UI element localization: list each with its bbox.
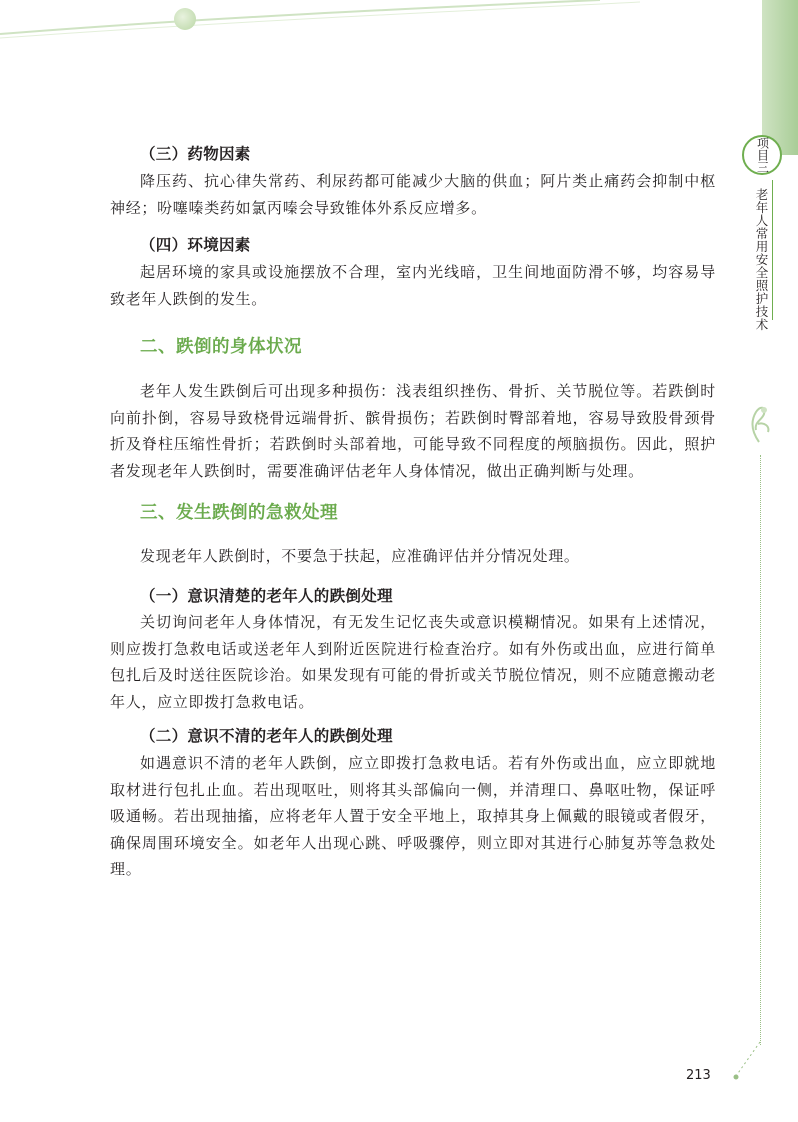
top-decorative-line [0,0,798,40]
side-tab-rule [772,180,773,320]
paragraph-drug-factors: 降压药、抗心律失常药、利尿药都可能减少大脑的供血；阿片类止痛药会抑制中枢神经；吩噻嗪类药如氯丙嗪会导致锥体外系反应增多。 [110,172,716,217]
corner-dotted-line [732,1040,762,1080]
chapter-heading-body-condition: 二、跌倒的身体状况 [140,337,302,357]
side-tab-band [762,0,798,155]
chapter-heading-first-aid: 三、发生跌倒的急救处理 [140,503,338,523]
top-decorative-dot [174,8,196,30]
paragraph-first-aid-intro: 发现老年人跌倒时，不要急于扶起，应准确评估并分情况处理。 [140,547,580,565]
section-heading-unconscious: （二）意识不清的老年人的跌倒处理 [140,727,393,745]
section-heading-drug-factors: （三）药物因素 [140,145,251,163]
paragraph-unconscious: 如遇意识不清的老年人跌倒，应立即拨打急救电话。若有外伤或出血，应立即就地取材进行包扎止血。若出现呕吐，则将其头部偏向一侧，并清理口、鼻呕吐物，保证呼吸通畅。若出现抽搐，应将老年人置于安全平地上，取掉其身上佩戴的眼镜或者假牙，确保周围环境安全。如老年人出现心跳、呼吸骤停，则立即对其进行心肺复苏等急救处理。 [110,754,716,878]
leaf-ornament-icon [744,402,774,444]
paragraph-conscious: 关切询问老年人身体情况，有无发生记忆丧失或意识模糊情况。如果有上述情况，则应拨打急救电话或送老年人到附近医院进行检查治疗。如有外伤或出血，应进行简单包扎后及时送往医院诊治。如果发现有可能的骨折或关节脱位情况，则不应随意搬动老年人，应立即拨打急救电话。 [110,613,716,711]
section-heading-environment-factors: （四）环境因素 [140,236,251,254]
side-project-label: 项目三 [755,137,770,173]
side-chapter-title: 老年人常用安全照护技术 [754,188,769,331]
section-heading-conscious: （一）意识清楚的老年人的跌倒处理 [140,587,393,605]
paragraph-environment-factors: 起居环境的家具或设施摆放不合理，室内光线暗，卫生间地面防滑不够，均容易导致老年人跌倒的发生。 [110,263,716,308]
side-dotted-line [760,455,762,1045]
paragraph-body-condition: 老年人发生跌倒后可出现多种损伤：浅表组织挫伤、骨折、关节脱位等。若跌倒时向前扑倒，容易导致桡骨远端骨折、髌骨损伤；若跌倒时臀部着地，容易导致股骨颈骨折及脊柱压缩性骨折；若跌倒时头部着地，可能导致不同程度的颅脑损伤。因此，照护者发现老年人跌倒时，需要准确评估老年人身体情况，做出正确判断与处理。 [110,382,716,480]
page-number: 213 [686,1068,711,1083]
